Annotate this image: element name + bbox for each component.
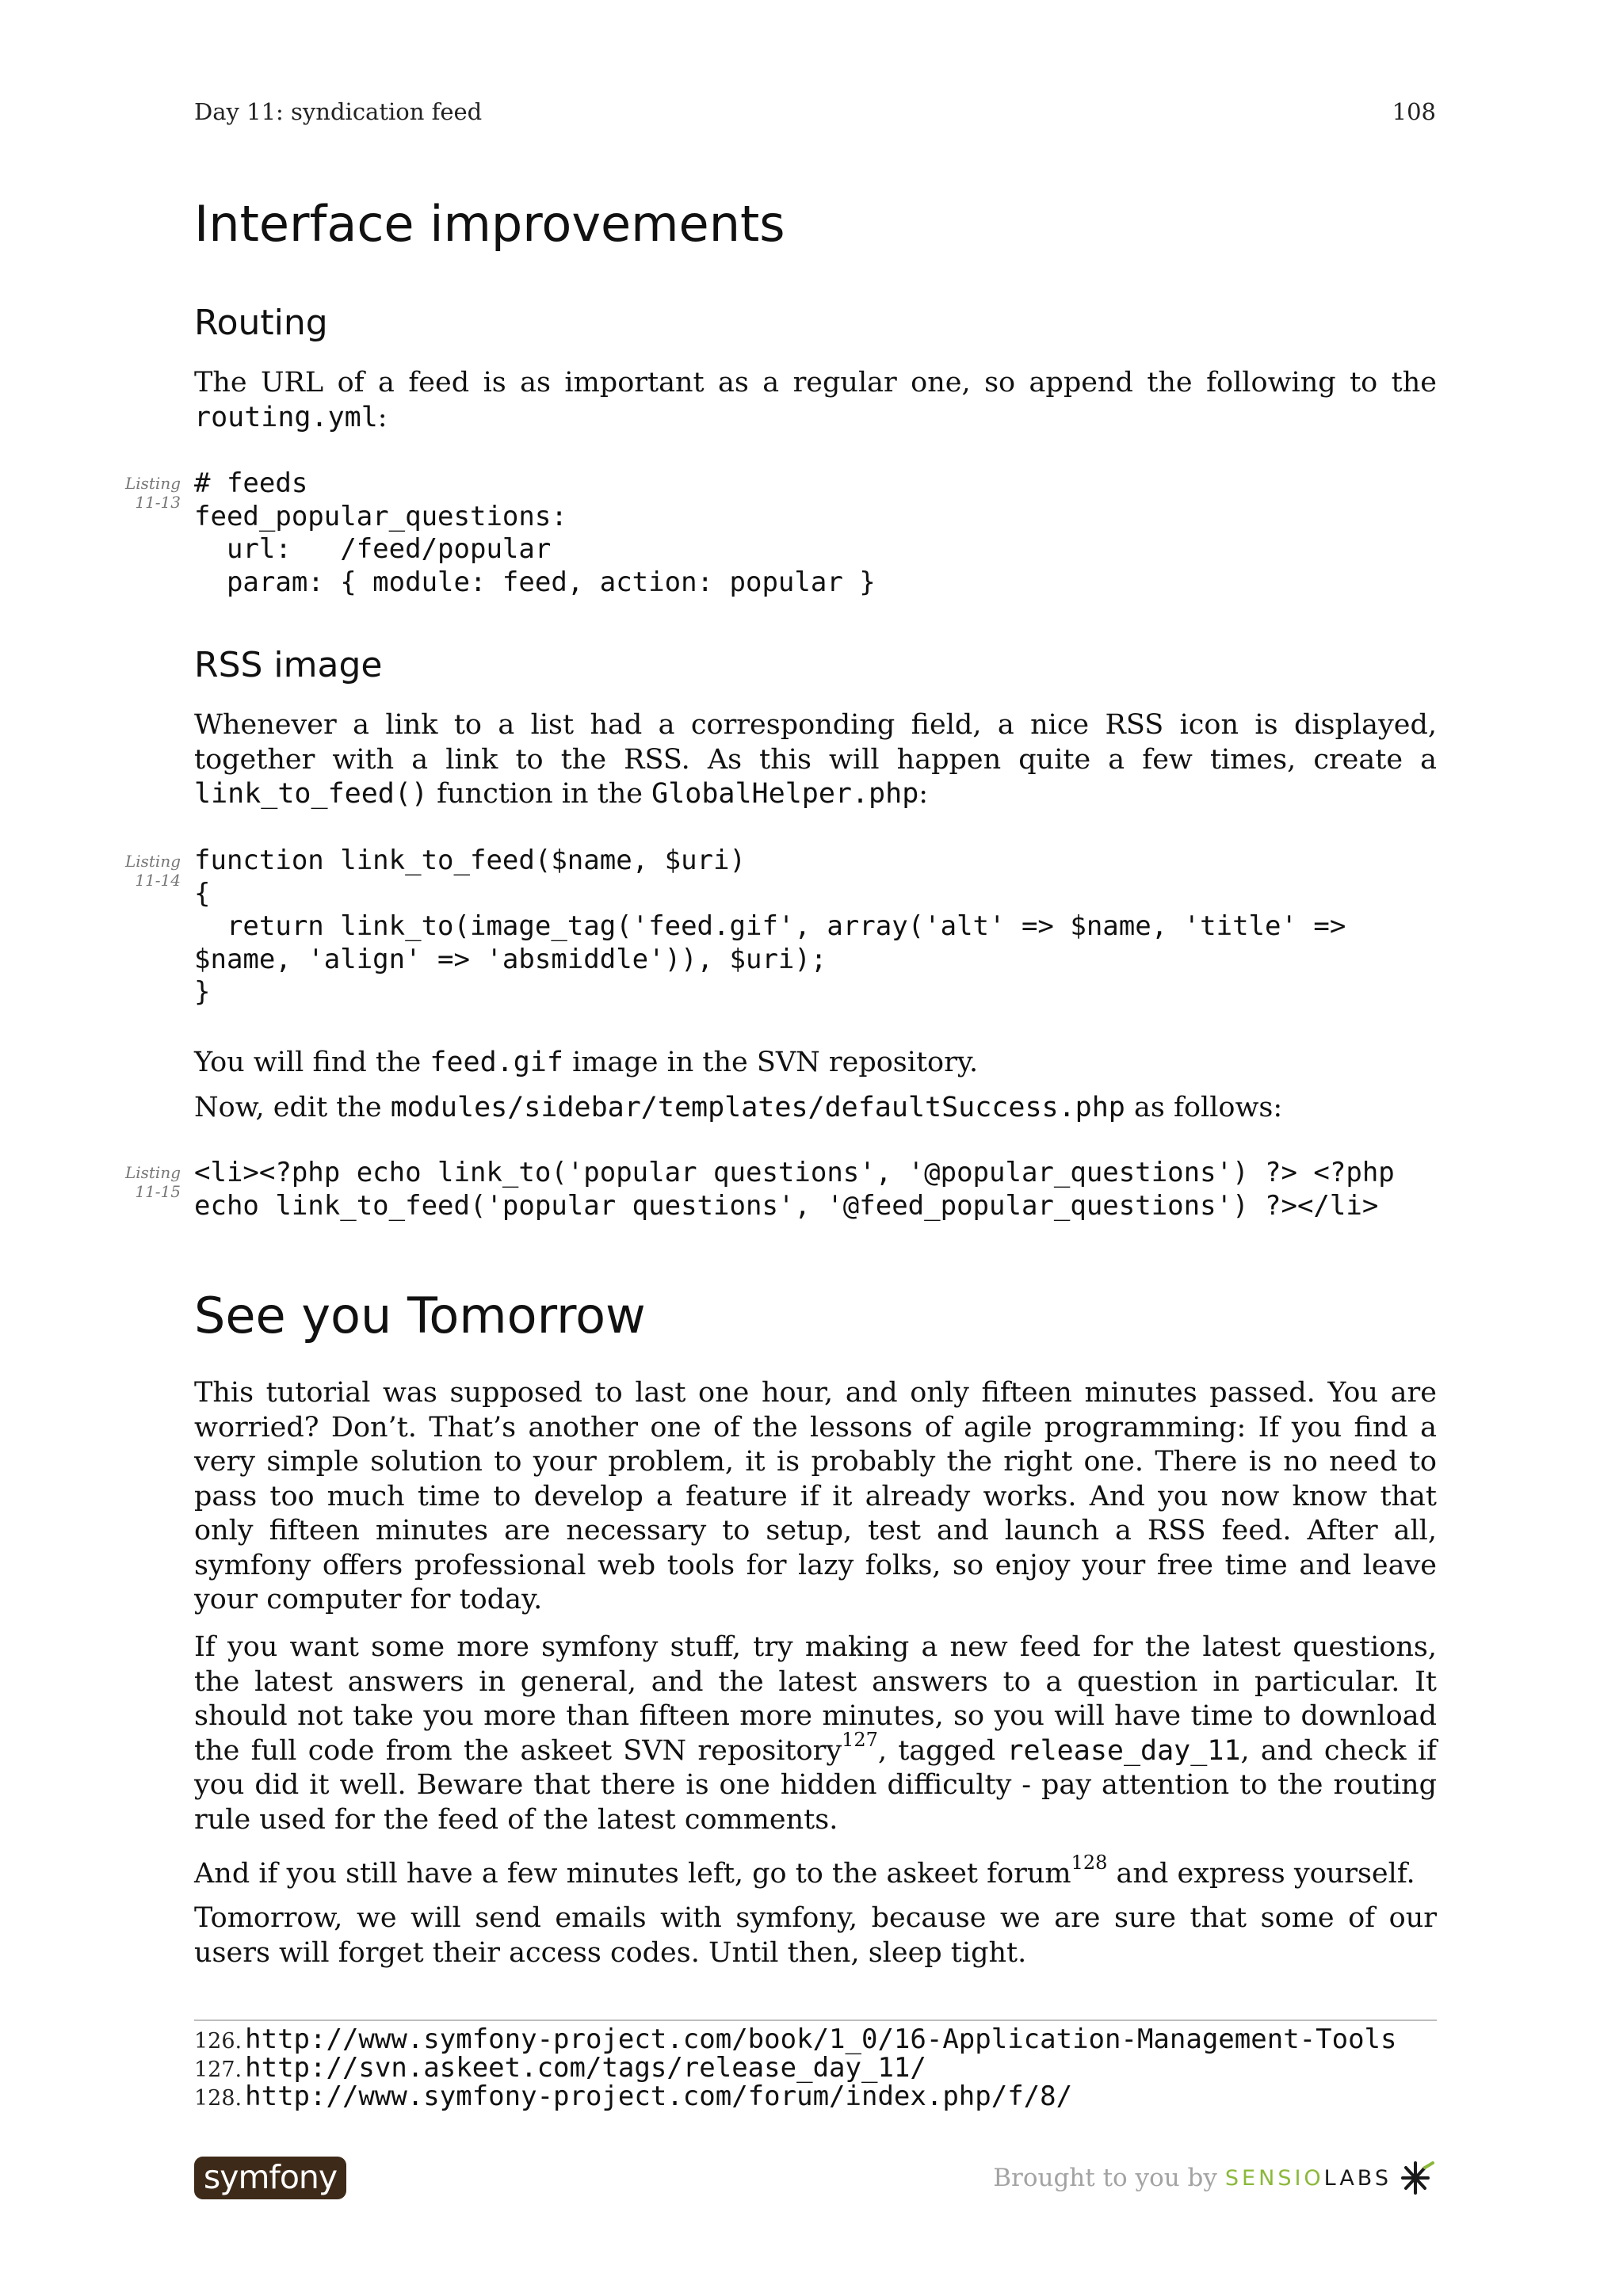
footnote-128 [194, 2082, 1462, 2111]
sensiolabs-star-icon [1400, 2160, 1436, 2196]
link-to-feed-code: link_to_feed() [194, 778, 429, 810]
footnote-number: 128. [194, 2086, 242, 2111]
rss-text-a: Whenever a link to a list had a corresponding field, a nice RSS icon is displayed, together with a link to the RSS. As this will happen quite a few times, create a [194, 709, 1437, 776]
running-header-chapter: Day 11: syndication feed [194, 98, 483, 125]
footnote-127 [194, 2054, 1462, 2082]
feed-gif-code: feed.gif [430, 1047, 563, 1078]
code-line: $name, 'align' => 'absmiddle')), $uri); [194, 943, 827, 975]
subsection-title-rss-image: RSS image [194, 645, 383, 685]
routing-yml-code: routing.yml [194, 401, 378, 433]
listing-word: Listing [124, 1163, 181, 1182]
code-listing-11-15 [194, 1157, 1462, 1222]
release-tag-code: release_day_11 [1006, 1734, 1241, 1767]
page-number: 108 [1392, 98, 1436, 125]
listing-label-11-13 [119, 474, 181, 512]
listing-word: Listing [124, 474, 181, 493]
listing-label-11-15 [119, 1163, 181, 1201]
routing-colon: : [377, 401, 388, 433]
footnote-number: 126. [194, 2029, 242, 2054]
footnote-number: 127. [194, 2058, 242, 2082]
rss-paragraph [194, 708, 1437, 812]
rss-colon: : [918, 778, 929, 810]
footnote-ref-127: 127 [842, 1728, 878, 1751]
code-line: param: { module: feed, action: popular } [194, 566, 876, 598]
p2-text-a: If you want some more symfony stuff, try making a new feed for the latest questions, the latest answers in general, and the latest answers to a question in particular. It should not take you more than fifteen more minutes, so you will have time to download the full code from the askeet SVN repository [194, 1631, 1437, 1767]
footnote-link[interactable]: http://www.symfony-project.com/forum/index.php/f/8/ [245, 2081, 1073, 2112]
sensiolabs-credit [993, 2157, 1436, 2199]
code-line: { [194, 877, 211, 910]
subsection-title-routing: Routing [194, 303, 328, 343]
routing-text: The URL of a feed is as important as a regular one, so append the following to the [194, 367, 1437, 399]
code-listing-11-13 [194, 467, 1462, 599]
p3-text-b: and express yourself. [1116, 1858, 1415, 1890]
listing-number: 11-13 [135, 493, 181, 512]
footnote-link[interactable]: http://www.symfony-project.com/book/1_0/16-Application-Management-Tools [245, 2023, 1397, 2055]
brought-to-you-by-text: Brought to you by [993, 2164, 1217, 2192]
code-listing-11-14 [194, 845, 1462, 1009]
listing-number: 11-14 [135, 871, 181, 890]
listing-word: Listing [124, 852, 181, 871]
listing-number: 11-15 [135, 1182, 181, 1201]
edit-text-a: Now, edit the [194, 1092, 382, 1123]
template-path-code: modules/sidebar/templates/defaultSuccess.php [390, 1092, 1125, 1123]
tomorrow-paragraph-4: Tomorrow, we will send emails with symfony, because we are sure that some of our users will forget their access codes. Until then, sleep tight. [194, 1902, 1437, 1969]
routing-paragraph [194, 366, 1437, 435]
code-line: echo link_to_feed('popular questions', '@feed_popular_questions') ?></li> [194, 1189, 1379, 1222]
listing-label-11-14 [119, 852, 181, 890]
code-line: <li><?php echo link_to('popular questions', '@popular_questions') ?> <?php [194, 1157, 1395, 1188]
rss-text-b: function in the [437, 778, 643, 810]
section-title-interface: Interface improvements [194, 195, 785, 253]
tomorrow-paragraph-3 [194, 1852, 1437, 1892]
footnote-link[interactable]: http://svn.askeet.com/tags/release_day_11/ [245, 2052, 926, 2084]
p2-text-b: , tagged [877, 1734, 996, 1767]
sensiolabs-wordmark [1225, 2166, 1392, 2191]
edit-template-paragraph [194, 1091, 1437, 1126]
code-line: return link_to(image_tag('feed.gif', array('alt' => $name, 'title' => [194, 910, 1346, 942]
footnote-divider [194, 2019, 1437, 2021]
global-helper-code: GlobalHelper.php [651, 778, 919, 810]
code-line: function link_to_feed($name, $uri) [194, 845, 746, 876]
footnote-ref-128: 128 [1071, 1852, 1108, 1874]
sensio-text: SENSIO [1224, 2165, 1324, 2191]
p3-text-a: And if you still have a few minutes left, go to the askeet forum [194, 1858, 1071, 1890]
after-text-a: You will find the [194, 1047, 422, 1078]
symfony-logo: symfony [194, 2157, 346, 2199]
footnote-126 [194, 2025, 1462, 2054]
feed-gif-paragraph [194, 1046, 1437, 1081]
code-line: } [194, 976, 211, 1008]
labs-text: LABS [1323, 2165, 1392, 2191]
code-line: # feeds [194, 467, 308, 499]
tomorrow-paragraph-2 [194, 1630, 1437, 1837]
footnotes [194, 2025, 1462, 2111]
after-text-b: image in the SVN repository. [572, 1047, 979, 1078]
code-line: url: /feed/popular [194, 533, 552, 565]
p2-text-c: , and check if you did it well. Beware that there is one hidden difficulty - pay attention to the routing rule used for the feed of the latest comments. [194, 1734, 1437, 1836]
tomorrow-paragraph-1: This tutorial was supposed to last one hour, and only fifteen minutes passed. You are worried? Don’t. That’s another one of the lessons of agile programming: If you find a very simple solution to your problem, it is probably the right one. There is no need to pass too much time to develop a feature if it already works. And you now know that only fifteen minutes are necessary to setup, test and launch a RSS feed. After all, symfony offers professional web tools for lazy folks, so enjoy your free time and leave your computer for today. [194, 1377, 1437, 1615]
section-title-see-you-tomorrow: See you Tomorrow [194, 1287, 646, 1344]
edit-text-b: as follows: [1134, 1092, 1283, 1123]
code-line: feed_popular_questions: [194, 500, 567, 532]
